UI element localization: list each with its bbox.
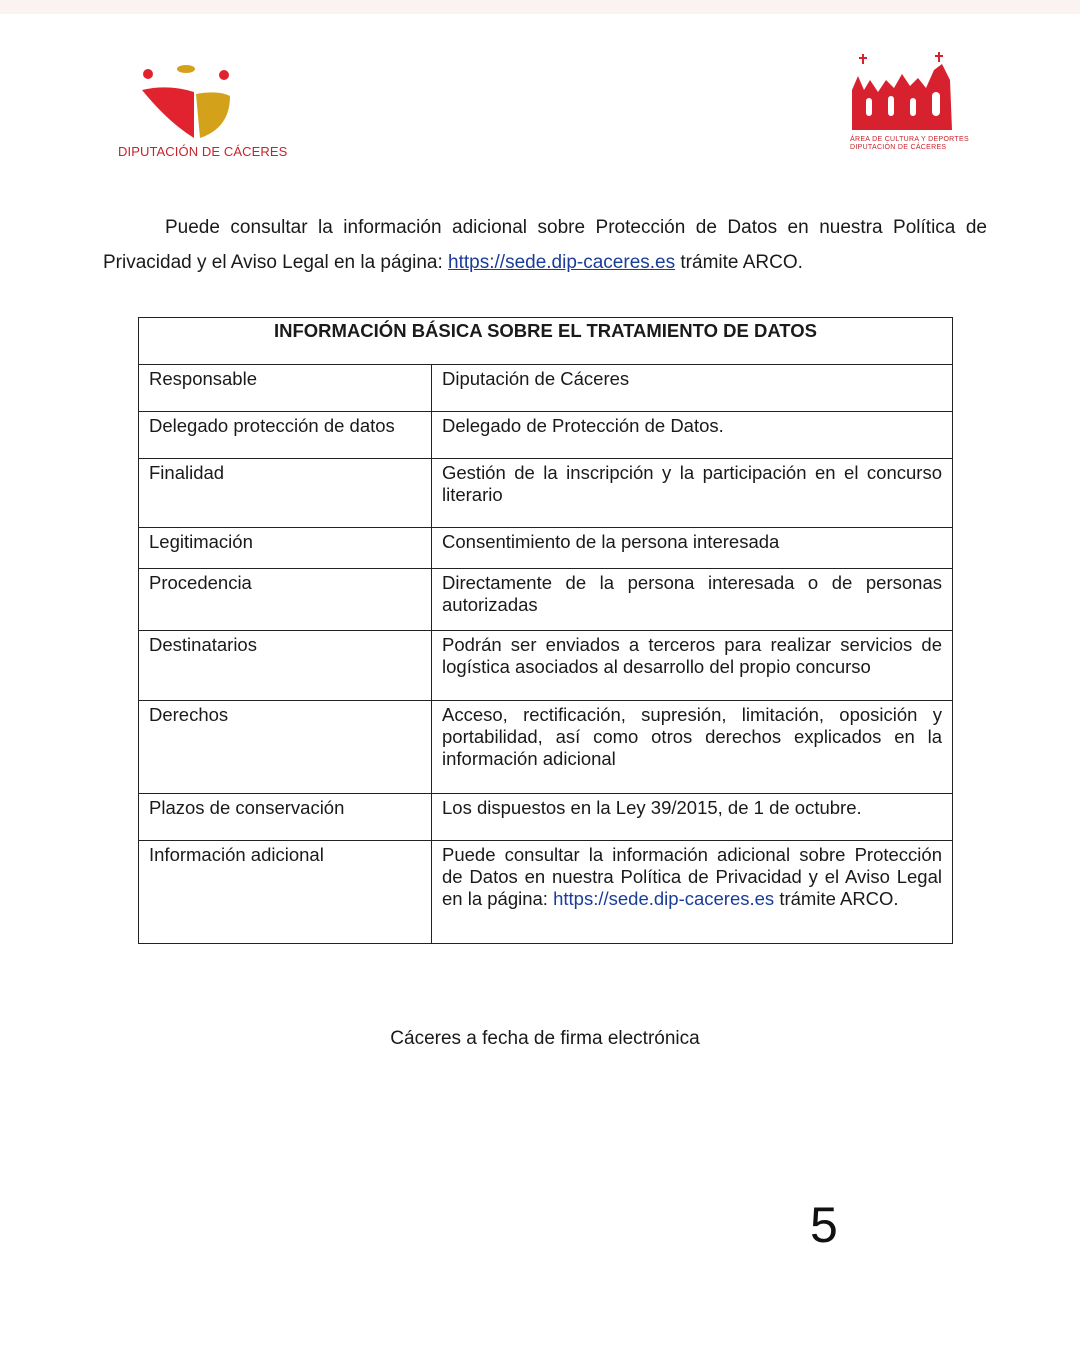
intro-text: Puede consultar la información adicional sobre Protección de Datos en nuestra Política de Privacidad y el Aviso Legal en la página: <box>103 217 987 273</box>
row-value: Gestión de la inscripción y la participación en el concurso literario <box>432 459 953 528</box>
table-row <box>139 528 953 569</box>
row-label: Derechos <box>139 701 432 794</box>
row-value: Los dispuestos en la Ley 39/2015, de 1 de octubre. <box>432 794 953 841</box>
sede-link[interactable]: https://sede.dip-caceres.es <box>448 252 676 273</box>
castle-skyline-icon <box>850 52 954 134</box>
table-row <box>139 841 953 944</box>
cultura-logo-caption-line2: DIPUTACIÓN DE CÁCERES <box>850 144 947 151</box>
closing-signature-line: Cáceres a fecha de firma electrónica <box>390 1028 700 1049</box>
table-row <box>139 459 953 528</box>
table-row <box>139 365 953 412</box>
row-value: Consentimiento de la persona interesada <box>432 528 953 569</box>
row-label: Legitimación <box>139 528 432 569</box>
diputacion-emblem-icon <box>138 62 248 142</box>
row-value: Delegado de Protección de Datos. <box>432 412 953 459</box>
row-value: Acceso, rectificación, supresión, limitación, oposición y portabilidad, así como otros derechos explicados en la información adicional <box>432 701 953 794</box>
row-label: Destinatarios <box>139 631 432 701</box>
cultura-deportes-logo <box>846 52 969 156</box>
intro-text-after: trámite ARCO. <box>675 252 803 273</box>
table-header-row <box>139 318 953 365</box>
page-number: 5 <box>810 1197 838 1253</box>
table-row <box>139 631 953 701</box>
row-value: Podrán ser enviados a terceros para realizar servicios de logística asociados al desarrollo del propio concurso <box>432 631 953 701</box>
row-label: Información adicional <box>139 841 432 944</box>
table-row <box>139 412 953 459</box>
data-protection-table <box>138 317 953 944</box>
table-title: INFORMACIÓN BÁSICA SOBRE EL TRATAMIENTO DE DATOS <box>139 318 953 365</box>
additional-info-sede-link[interactable]: https://sede.dip-caceres.es <box>553 888 775 909</box>
intro-paragraph <box>103 210 987 280</box>
cultura-logo-caption-line1: ÁREA DE CULTURA Y DEPORTES <box>850 136 969 143</box>
row-label: Procedencia <box>139 569 432 631</box>
additional-info-text-after: trámite ARCO. <box>774 888 899 909</box>
row-label: Delegado protección de datos <box>139 412 432 459</box>
row-label: Finalidad <box>139 459 432 528</box>
top-strip <box>0 0 1080 14</box>
table-row <box>139 794 953 841</box>
diputacion-logo-caption: DIPUTACIÓN DE CÁCERES <box>118 144 288 159</box>
table-row <box>139 701 953 794</box>
row-value: Diputación de Cáceres <box>432 365 953 412</box>
row-label: Responsable <box>139 365 432 412</box>
row-value <box>432 841 953 944</box>
additional-info-text: Puede consultar la información adicional sobre Protección de Datos en nuestra Política de Privacidad y el Aviso Legal en la página: <box>442 844 942 909</box>
diputacion-logo <box>118 62 288 162</box>
row-label: Plazos de conservación <box>139 794 432 841</box>
table-row <box>139 569 953 631</box>
row-value: Directamente de la persona interesada o de personas autorizadas <box>432 569 953 631</box>
